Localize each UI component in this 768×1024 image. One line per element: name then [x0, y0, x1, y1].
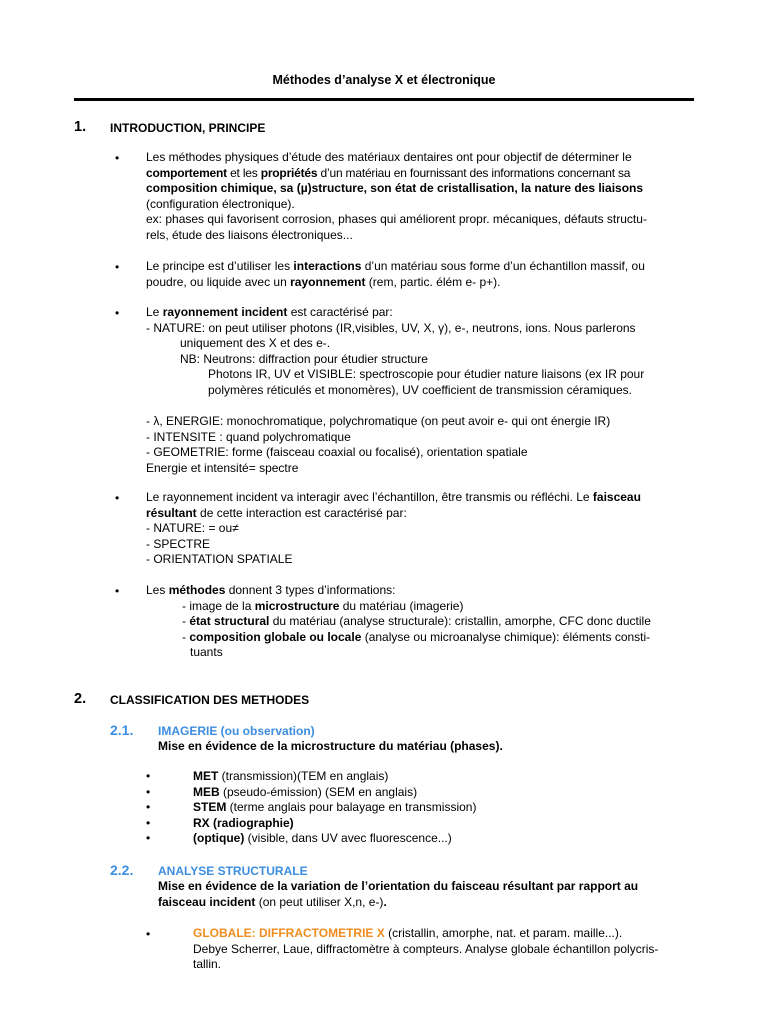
list-item: • MET (transmission)(TEM en anglais): [146, 769, 389, 783]
text-line: Les méthodes donnent 3 types d’informations:: [146, 583, 396, 597]
bullet: •: [115, 491, 120, 505]
section-2-number: 2.: [74, 691, 87, 707]
bullet: •: [115, 260, 120, 274]
text-line: uniquement des X et des e-.: [180, 336, 331, 350]
text-line: - GEOMETRIE: forme (faisceau coaxial ou focalisé), orientation spatiale: [146, 445, 528, 459]
text-line: - INTENSITE : quand polychromatique: [146, 429, 351, 444]
paragraph-principle: [146, 259, 645, 290]
paragraph-incident-radiation: [146, 305, 644, 398]
text-line: Mise en évidence de la variation de l’orientation du faisceau résultant par rapport au: [158, 879, 639, 893]
bullet: •: [115, 151, 120, 165]
list-item: • RX (radiographie): [146, 815, 294, 830]
global-diffractometry-item: [193, 926, 658, 973]
text-line: - NATURE: = ou≠: [146, 521, 239, 535]
section-1-heading: INTRODUCTION, PRINCIPE: [110, 121, 266, 135]
bullet: •: [146, 927, 151, 941]
text-line: résultant de cette interaction est caractérisé par:: [146, 505, 407, 520]
list-item: • (optique) (visible, dans UV avec fluorescence...): [146, 831, 452, 845]
title-rule: [74, 98, 694, 101]
text-line: rels, étude des liaisons électroniques...: [146, 227, 353, 242]
list-item: • MEB (pseudo-émission) (SEM en anglais): [146, 784, 418, 799]
text-line: - ORIENTATION SPATIALE: [146, 552, 293, 566]
text-line: GLOBALE: DIFFRACTOMETRIE X (cristallin, amorphe, nat. et param. maille...).: [193, 926, 623, 940]
text-line: tuants: [190, 645, 223, 659]
bullet: •: [115, 306, 120, 320]
text-line: - SPECTRE: [146, 536, 211, 551]
paragraph-resulting-beam: [146, 490, 641, 568]
text-line: comportement et les propriétés d’un matériau en fournissant des informations concernant sa: [146, 165, 631, 180]
subsection-2-1-description: Mise en évidence de la microstructure du matériau (phases).: [158, 739, 503, 753]
subsection-2-2-number: 2.2.: [110, 862, 134, 878]
paragraph-incident-properties: [146, 414, 610, 476]
text-line: Le principe est d’utiliser les interactions d’un matériau sous forme d’un échantillon massif, ou: [146, 259, 645, 273]
text-line: Debye Scherrer, Laue, diffractomètre à compteurs. Analyse globale échantillon polycris-: [193, 941, 659, 956]
text-line: tallin.: [193, 957, 222, 971]
text-line: - état structural du matériau (analyse structurale): cristallin, amorphe, CFC donc ductile: [182, 614, 651, 628]
text-line: ex: phases qui favorisent corrosion, phases qui améliorent propr. mécaniques, défauts structu-: [146, 212, 647, 226]
text-line: faisceau incident (on peut utiliser X,n, e-).: [158, 894, 387, 909]
text-line: (configuration électronique).: [146, 196, 295, 211]
text-line: Le rayonnement incident va interagir avec l’échantillon, être transmis ou réfléchi. Le faisceau: [146, 490, 641, 504]
text-line: poudre, ou liquide avec un rayonnement (rem, partic. élém e- p+).: [146, 274, 501, 289]
page-title: Méthodes d’analyse X et électronique: [272, 73, 496, 87]
subsection-2-1-number: 2.1.: [110, 722, 134, 738]
text-line: - composition globale ou locale (analyse ou microanalyse chimique): éléments consti-: [182, 629, 651, 644]
subsection-2-1-heading: IMAGERIE (ou observation): [158, 724, 315, 738]
text-line: Le rayonnement incident est caractérisé par:: [146, 305, 393, 319]
bullet: •: [115, 584, 120, 598]
text-line: - NATURE: on peut utiliser photons (IR,visibles, UV, X, γ), e-, neutrons, ions. Nous parlerons: [146, 320, 636, 335]
text-line: polymères réticulés et monomères), UV coefficient de transmission céramiques.: [208, 382, 632, 397]
text-line: - λ, ENERGIE: monochromatique, polychromatique (on peut avoir e- qui ont énergie IR): [146, 414, 611, 428]
text-line: composition chimique, sa (µ)structure, son état de cristallisation, la nature des liaisons: [146, 181, 644, 195]
imaging-methods-list: [146, 769, 476, 847]
paragraph-objective: [146, 150, 647, 243]
text-line: Energie et intensité= spectre: [146, 460, 299, 475]
section-2-heading: CLASSIFICATION DES METHODES: [110, 693, 310, 707]
text-line: Les méthodes physiques d’étude des matériaux dentaires ont pour objectif de déterminer le: [146, 150, 632, 164]
subsection-2-2-description: [158, 879, 638, 910]
text-line: NB: Neutrons: diffraction pour étudier structure: [180, 351, 428, 366]
subsection-2-2-heading: ANALYSE STRUCTURALE: [158, 864, 308, 878]
text-line: Photons IR, UV et VISIBLE: spectroscopie pour étudier nature liaisons (ex IR pour: [208, 367, 645, 381]
paragraph-methods: [146, 583, 651, 661]
text-line: - image de la microstructure du matériau (imagerie): [182, 598, 464, 613]
list-item: • STEM (terme anglais pour balayage en transmission): [146, 800, 477, 814]
section-1-number: 1.: [74, 119, 87, 135]
